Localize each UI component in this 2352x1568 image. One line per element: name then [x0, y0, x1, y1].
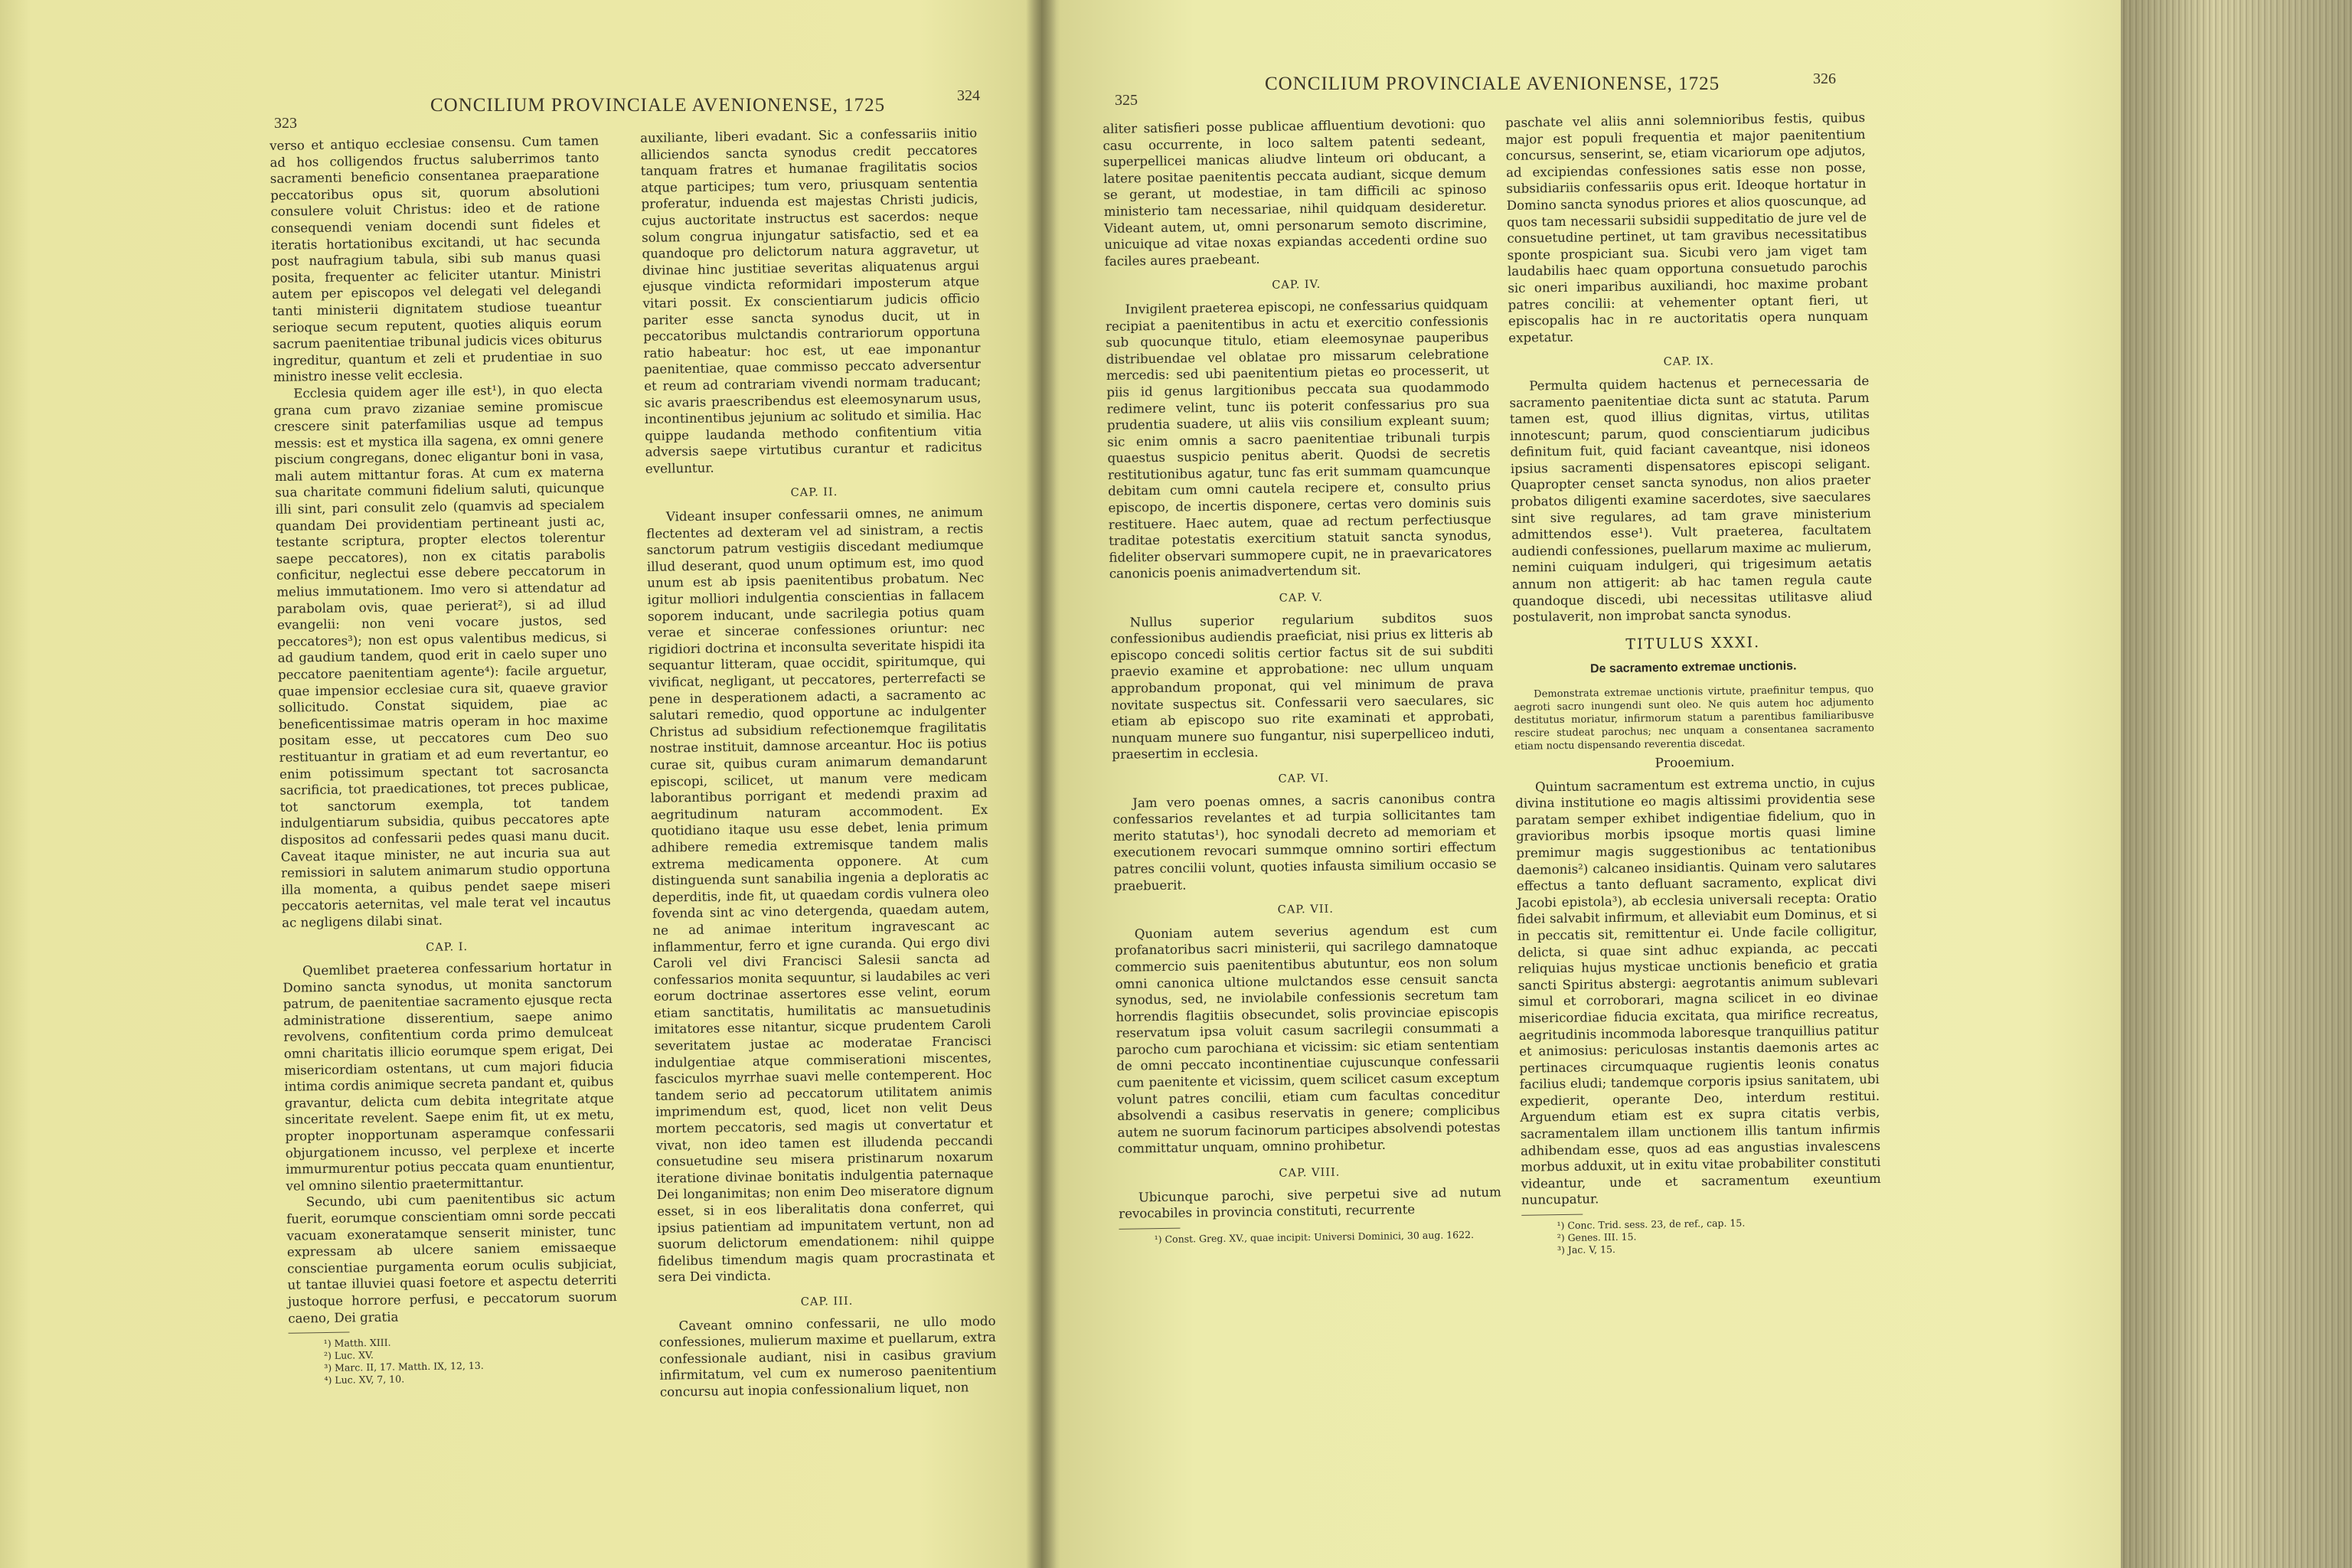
paragraph: Secundo, ubi cum paenitentibus sic actum fuerit, eorumque conscientiam omni sorde peccati vacuam exoneratamque senserit minister, tunc expressam ab ulcere saniem emissaeque conscientiae purgamenta eorum oculis subjiciat, ut tantae illuviei quasi foetore et aspectu deterriti justoque horrore perfusi, e peccatorum suorum caeno, Dei gratia	[286, 1190, 617, 1326]
chapter-heading: CAP. V.	[1279, 591, 1323, 605]
footnote: ³) Jac. V, 15.	[1557, 1243, 1616, 1256]
title-heading: TITULUS XXXI.	[1625, 633, 1761, 653]
book-gutter	[1026, 0, 1057, 1568]
footnote: ³) Marc. II, 17. Matth. IX, 12, 13.	[324, 1359, 484, 1374]
footnote: ²) Luc. XV.	[323, 1349, 374, 1362]
footnote: ⁴) Luc. XV, 7, 10.	[324, 1373, 405, 1387]
footnote: ¹) Const. Greg. XV., quae incipit: Universi Dominici, 30 aug. 1622.	[1154, 1228, 1475, 1245]
chapter-heading: CAP. VIII.	[1279, 1166, 1341, 1180]
footnote: ¹) Matth. XIII.	[323, 1336, 391, 1350]
chapter-heading: CAP. III.	[800, 1295, 854, 1308]
paragraph: paschate vel aliis anni solemnioribus festis, quibus major est populi frequentia et major paenitentium concursus, senserint, se, etiam vicariorum ope adjutos, ad excipiendas confessiones satis esse non posse, subsidiariis confessariis opus erit. Ideoque hortatur in Domino sancta synodus priores et alios quoscunque, ad quos tam necessarii subsidii suppeditatio de jure vel de consuetudine pertinet, ut tam gravibus necessitatibus sponte prospiciant sua. Sicubi vero jam viget tam laudabilis haec quam opportuna consuetudo parochis sic oneri imparibus auxiliandi, hoc maxime probant patres concilii: at vehementer optant fieri, ut episcopalis hac in re auctoritatis opera nunquam expetatur.	[1505, 110, 1869, 345]
column-number: 323	[274, 115, 297, 132]
running-header: CONCILIUM PROVINCIALE AVENIONENSE, 1725	[1265, 74, 1720, 94]
paragraph: Ecclesia quidem ager ille est¹), in quo electa grana cum pravo zizaniae semine promiscue crescere sinit paterfamilias usque ad tempus messis: est et mystica illa sagena, ex omni genere piscium congregans, donec eligantur boni in vasa, mali autem mittantur foras. At cum ex materna sua charitate communi fidelium saluti, quicunque illi sint, pari consulit zelo (quamvis ad specialem quandam Dei providentiam pertineant justi ac, testante scriptura, propter electos tolerentur saepe peccatores), non ex citatis parabolis conficitur, neglectui esse debere peccatorum in melius immutationem. Imo vero si attendatur ad parabolam ovis, quae perierat²), si ad illud evangelii: non veni vocare justos, sed peccatores³); non est opus valentibus medicus, si ad gaudium tandem, quod erit in caelo super uno peccatore paenitentiam agente⁴): facile arguetur, quae impensior ecclesiae cura sit, quaeve gravior sollicitudo. Constat siquidem, piae ac beneficentissimae matris operam in hoc maxime positam esse, ut peccatores cum Deo suo restituantur in gratiam et ad eum revertantur, eo enim potissimum spectant tot sacrosancta sacrificia, tot praedicationes, tot preces publicae, tot sanctorum exempla, tot tandem indulgentiarum subsidia, quibus peccatores apte dispositos ad confessarii pedes quasi manu ducit. Caveat itaque minister, ne aut incuria sua aut remissiori in salutem animarum studio opportuna illa momenta, a quibus pendet saepe miseri peccatoris aeternitas, vel male terat vel incautus ac negligens dilabi sinat.	[273, 381, 611, 930]
column-number: 325	[1115, 92, 1138, 109]
paragraph: Quemlibet praeterea confessarium hortatur in Domino sancta synodus, ut monita sanctorum patrum, de paenitentiae sacramento ejusque recta administratione disserentium, saepe animo revolvens, confitentium corda primo demulceat omni charitatis illicio eorumque spem erigat, Dei misericordiam ostentans, ut cum majori fiducia intima cordis animique secreta pandant et, quibus gravantur, delicta cum debita integritate atque sinceritate revelent. Saepe enim fit, ut ex metu, propter inopportunam asperamque confessarii objurgationem incusso, vel perplexe et incerte immurmurentur potius peccata quam enuntientur, vel omnino silentio praetermittantur.	[283, 959, 616, 1194]
footnote: ¹) Conc. Trid. sess. 23, de ref., cap. 15.	[1557, 1217, 1746, 1232]
paragraph: Nullus superior regularium subditos suos confessionibus audiendis praeficiat, nisi prius ex litteris ab episcopo concedi solitis certior factus sit de sui subditi praevio examine et approbatione: nec ullum unquam approbandum proponat, qui vel minimum de prava novitate suspectus sit. Confessarii vero saeculares, sic etiam ab episcopo suo rite examinati et approbati, nunquam munere suo fungantur, nisi superpelliceo induti, praesertim in ecclesia.	[1109, 609, 1495, 763]
running-header: CONCILIUM PROVINCIALE AVENIONENSE, 1725	[430, 95, 886, 116]
chapter-heading: CAP. IV.	[1272, 279, 1321, 292]
paragraph: aliter satisfieri posse publicae affluentium devotioni: quo casu occurrente, in loco saltem patenti sedeant, superpellicei manicas aliudve linteum ori obducant, a latere positae paenitentis peccata audiant, sicque demum se gerant, ut modestiae, in tam difficili ac spinoso ministerio tam necessariae, nihil quidquam desideretur. Videant autem, ut, omni personarum semoto discrimine, unicuique ad vitae noxas expiandas accedenti ordine suo faciles aures praebeant.	[1102, 116, 1488, 269]
left-column-2	[640, 125, 997, 1400]
title-subheading: De sacramento extremae unctionis.	[1589, 659, 1797, 676]
chapter-heading: CAP. VII.	[1277, 903, 1334, 916]
paragraph: Ubicunque parochi, sive perpetui sive ad nutum revocabiles in provincia constituti, recurrente	[1119, 1184, 1501, 1222]
chapter-heading: CAP. VI.	[1278, 772, 1330, 786]
paragraph: auxiliante, liberi evadant. Sic a confessariis initio alliciendos sancta synodus credit peccatores tanquam fratres et humanae fragilitatis socios atque participes; tum vero, priusquam sententia proferatur, induenda est majestas Christi judicis, cujus auctoritate instructus est sacerdos: neque solum congrua injungatur satisfactio, sed et ea quandoque pro delictorum natura aggravetur, ut divinae hinc justitiae severitas aliquatenus argui ejusque vindicta reformidari imposterum atque vitari possit. Ex conscientiarum judicis officio pariter esse sancta synodus ducit, ut in peccatoribus mulctandis contrariorum opportuna ratio habeatur: hoc est, ut eae imponantur paenitentiae, quae commisso peccato adversentur et reum ad contrariam vivendi normam traducant; sic avaris praescribendus est eleemosynarum usus, incontinentibus jejunium ac solitudo et similia. Hac quippe laudanda methodo confitentium vitia adversis saepe virtutibus curantur et radicitus evelluntur.	[640, 126, 982, 476]
paragraph: Quintum sacramentum est extrema unctio, in cujus divina institutione eo magis altissimi providentia sese paratam semper exhibet indigentiae fidelium, quo in gravioribus morbis ipsoque mortis quasi limine premimur magis suggestionibus ac tentationibus daemonis²) calcaneo insidiantis. Quinam vero salutares effectus a tanto defluant sacramento, explicat divi Jacobi epistola³), ab ecclesia universali recepta: Oratio fidei salvabit infirmum, et alleviabit eum Dominus, et si in peccatis sit, remittentur ei. Unde facile colligitur, delicta, si quae sint adhuc expianda, ac peccati reliquias hujus mysticae unctionis beneficio et gratia sancti Spiritus abstergi: aegrotantis animum sublevari simul et corroborari, magna scilicet in eo divinae misericordiae fiducia excitata, qua mirifice recreatus, aegritudinis incommoda laboresque tranquillius patitur et animosius: periculosas instantis daemonis artes ac pertinaces circumquaque rugientis leonis conatus facilius eludi; tandemque corporis ipsius sanitatem, ubi expedierit, operante Deo, interdum restitui. Arguendum etiam est ex supra citatis verbis, sacramentalem illam unctionem illis tantum infirmis adhibendam esse, quos ad eas angustias invalescens morbus adduxit, ut in exitu vitae probabiliter constituti videantur, unde et sacramentum exeuntium nuncupatur.	[1515, 774, 1881, 1208]
prooemium-heading: Prooemium.	[1655, 754, 1735, 772]
chapter-heading: CAP. II.	[790, 486, 838, 500]
chapter-heading: CAP. I.	[426, 940, 469, 954]
paragraph: verso et antiquo ecclesiae consensu. Cum tamen ad hos colligendos fructus saluberrimos tanto sacramenti beneficio consentanea praeparatione peccatoribus opus sit, quorum absolutioni consulere voluit Christus: ideo et de ratione consequendi veniam docendi sunt fideles et iteratis hortationibus excitandi, ut hac secunda post naufragium tabula, sibi sub manus quasi posita, frequenter ac feliciter utantur. Ministri autem per episcopos vel delegati vel delegandi tanti ministerii dignitatem studiose tueantur serioque secum reputent, quoties aliquis eorum sacrum paenitentiae tribunal judicis vices obiturus ingreditur, quantum et zeli et prudentiae in suo ministro inesse velit ecclesia.	[270, 133, 603, 385]
footnote-rule	[1119, 1227, 1180, 1229]
footnote-rule	[289, 1332, 350, 1334]
footnote: ²) Genes. III. 15.	[1557, 1230, 1637, 1244]
left-column-1	[270, 132, 619, 1387]
paragraph: Videant insuper confessarii omnes, ne animum flectentes ad dexteram vel ad sinistram, a rectis sanctorum patrum vestigiis discedant mediumque illud deserant, quod unum optimum est, imo quod unum est ab ipsis paenitentibus probatum. Nec igitur molliori indulgentia conscientias in fallacem soporem inducant, unde sacrilegia potius quam verae et sincerae confessiones oriuntur: nec rigidiori doctrina et inconsulta severitate hispidi ita sequantur litteram, quae occidit, spiritumque, qui vivificat, negligant, ut peccatores, perterrefacti se pene in desperationem adacti, a sacramento ac salutari remedio, quod opportune ac indulgenter Christus ad subsidium refectionemque fragilitatis nostrae instituit, damnose arceantur. Hoc iis potius curae sit, quibus curam animarum demandarunt episcopi, scilicet, ut manum vere medicam laborantibus porrigant et medendi praxim ad aegritudinum naturam accommodent. Ex quotidiano itaque usu esse debet, lenia primum adhibere remedia extremisque tandem malis extrema medicamenta opponere. At cum distinguenda sunt sanabilia ingenia a deploratis ac deperditis, inde fit, ut quaedam cordis vulnera oleo fovenda sint ac vino detergenda, quaedam autem, ne ad animae interitum ingravescant ac inflammentur, ferro et igne curanda. Qui ergo divi Caroli vel divi Francisci Salesii sancta ad confessarios monita sequuntur, si laudabiles ac veri eorum doctrinae assertores esse velint, eorum etiam sanctitatis, humilitatis ac mansuetudinis imitatores esse nitantur, sicque prudentem Caroli severitatem justae ac moderatae Francisci indulgentiae atque commiserationi miscentes, fasciculos myrrhae suavi melle contemperent. Hoc tandem serio ad peccatorum utilitatem animis imprimendum est, quod, licet non velit Deus mortem peccatoris, sed magis ut convertatur et vivat, non ideo tamen est illudenda peccandi consuetudine seu misera pristinarum noxarum iteratione divinae bonitatis indulgentia paternaque Dei longanimitas; non enim Deo miseratore dignum esset, si in eos liberalitatis dona conferret, qui ipsius patientiam ad impunitatem vertunt, non ad suorum delictorum emendationem: nihil quippe fidelibus timendum magis quam procrastinata et sera Dei vindicta.	[646, 505, 995, 1285]
paragraph: Caveant omnino confessarii, ne ullo modo confessiones, mulierum maxime et puellarum, extra confessionale audiant, nisi in casibus gravium infirmitatum, vel cum ex numeroso paenitentium concursu aut inopia confessionalium liquet, non	[658, 1313, 997, 1400]
paragraph: Quoniam autem severius agendum est cum profanatoribus sacri ministerii, qui sacrilego damnatoque commercio suis paenitentibus abutuntur, eos non solum omni canonica ultione mulctandos esse censuit sancta synodus, sed, ne inviolabile confessionis secretum tam horrendis flagitiis obsecundet, solis provinciae episcopis reservatum ipsa voluit casum sacrilegii consummati a parocho cum parochiana et vicissim: sic etiam sententiam de omni peccato incontinentiae cujuscunque confessarii cum paenitente et vicissim, quem scilicet casum exceptum volunt patres concilii, etiam cum facultas conceditur absolvendi a casibus reservatis in genere; complicibus autem ne suorum facinorum participes absolvendi potestas committatur unquam, omnino prohibetur.	[1114, 921, 1501, 1157]
paragraph: Jam vero poenas omnes, a sacris canonibus contra confessarios revelantes et ad turpia sollicitantes tam merito statutas¹), hoc synodali decreto ad memoriam et executionem revocari summque omnino sortiri effectum patres concilii volunt, quoties infausta similium occasio se praebuerit.	[1112, 790, 1497, 893]
right-column-2	[1505, 109, 1882, 1257]
footnote-rule	[1521, 1214, 1583, 1216]
column-number: 324	[957, 87, 980, 104]
chapter-heading: CAP. IX.	[1663, 355, 1715, 369]
paragraph: Invigilent praeterea episcopi, ne confessarius quidquam recipiat a paenitentibus in actu et exercitio confessionis sub quocunque titulo, etiam eleemosynae pauperibus distribuendae vel oblatae pro missarum celebratione mercedis: sed ubi paenitentium pietas eo processerit, ut piis id genus largitionibus peccata sua quodammodo redimere velint, tunc iis poterit confessarius pro sua prudentia suadere, ut aliis viis consilium expleant suum; sic enim omnis a sacro paenitentiae tribunali turpis quaestus suspicio penitus aberit. Quodsi de secretis restitutionibus agatur, tunc fas erit summam quamcunque debitam cum omni cautela recipere et, consulto prius episcopo, de incertis disponere, certas vero dominis suis restituere. Haec autem, quae ad rectum perfectiusque traditae potestatis exercitium statuit sancta synodus, fideliter observari summopere cupit, ne in praevaricatores canonicis poenis animadvertendum sit.	[1105, 296, 1492, 582]
right-column-1	[1102, 116, 1502, 1246]
paragraph: Permulta quidem hactenus et pernecessaria de sacramento paenitentiae dicta sunt ac statuta. Parum tamen est, quod illius dignitas, virtus, utilitas innotescunt; parum, quod conscientiarum judicibus definitum fuit, quid faciant caveantque, nisi idoneos ipsius sacramenti dispensatores episcopi seligant. Quapropter censet sancta synodus, non alios praeter probatos diligenti examine sacerdotes, sive saeculares sint sive regulares, ad tam grave ministerium admittendos esse¹). Vult praeterea, facultatem audiendi confessiones, puellarum maxime ac mulierum, nemini cuiquam indulgeri, qui trigesimum aetatis annum non attigerit: ab hac tamen regula caute quandoque discedi, ubi necessitas utilitasve aliud postulaverit, non improbat sancta synodus.	[1509, 373, 1873, 626]
title-summary: Demonstrata extremae unctionis virtute, praefinitur tempus, quo aegroti sacro inungendi sunt oleo. Ne quis autem hoc adjumento destitutus moriatur, infirmorum statum a parentibus familiaribusve rescire studeat parochus; nec unquam a consentanea sacramento etiam noctu dispensando reverentia discedat.	[1514, 683, 1875, 753]
column-number: 326	[1813, 70, 1836, 87]
